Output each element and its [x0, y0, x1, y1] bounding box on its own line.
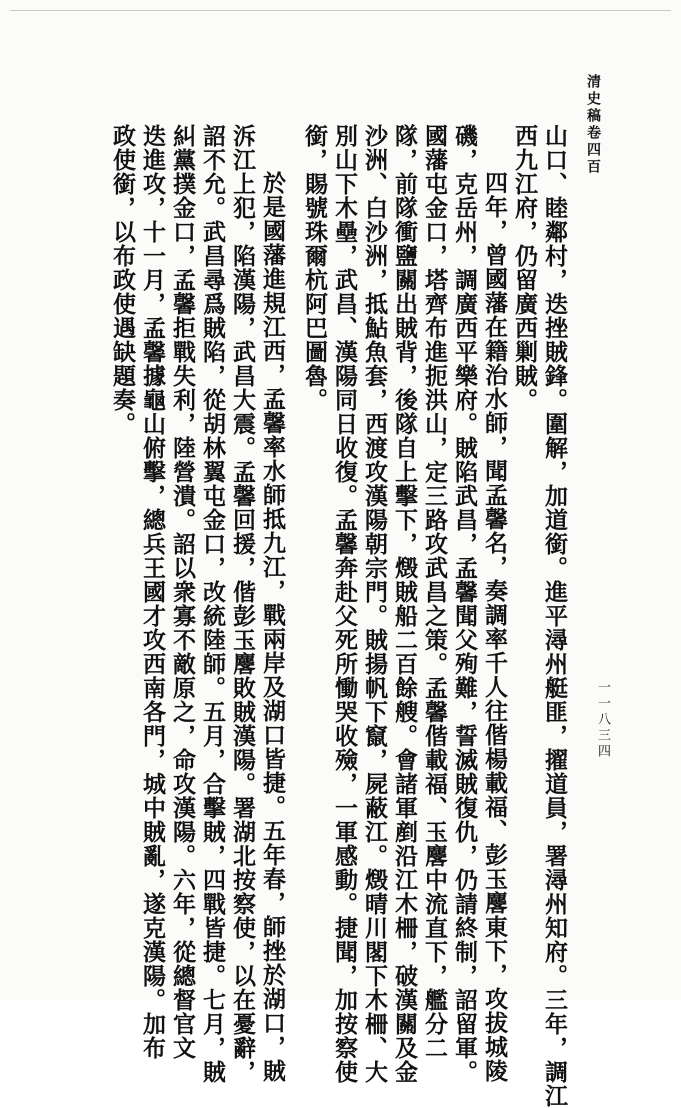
- text-column: 迭進攻，十一月，孟馨據龜山俯擊，總兵王國才攻西南各門，城中賊亂，遂克漢陽。加布: [139, 124, 166, 1060]
- text-column: 磯，克岳州，調廣西平樂府。賊陷武昌，孟馨聞父殉難，誓滅賊復仇，仍請終制，詔留軍。: [451, 124, 478, 1084]
- text-column: 四年，曾國藩在籍治水師，聞孟馨名，奏調率千人往偕楊載福、彭玉麐東下，攻拔城陵: [481, 171, 508, 1083]
- text-column: 於是國藩進規江西，孟馨率水師抵九江，戰兩岸及湖口皆捷。五年春，師挫於湖口，賊: [259, 171, 286, 1083]
- top-border-line: [10, 10, 671, 11]
- text-column: 隊，前隊衝鹽關出賊背，後隊自上擊下，燬賊船二百餘艘。會諸軍剷沿江木柵，破漢關及金: [391, 124, 418, 1084]
- text-column: 泝江上犯，陷漢陽，武昌大震。孟馨回援，偕彭玉麐敗賊漢陽。署湖北按察使，以在憂辭，: [229, 124, 256, 1084]
- text-column: 西九江府，仍留廣西剿賊。: [511, 124, 538, 412]
- text-column: 銜，賜號珠爾杭阿巴圖魯。: [301, 124, 328, 412]
- text-column: 糾黨撲金口，孟馨拒戰失利，陸營潰。詔以衆寡不敵原之，命攻漢陽。六年，從總督官文: [169, 124, 196, 1060]
- book-title-header: 清史稿卷四百: [585, 74, 601, 176]
- text-column: 詔不允。武昌尋爲賊陷，從胡林翼屯金口，改統陸師。五月，合擊賊，四戰皆捷。七月，賊: [199, 124, 226, 1084]
- text-column: 國藩屯金口，塔齊布進扼洪山，定三路攻武昌之策。孟馨偕載福、玉麐中流直下，艦分二: [421, 124, 448, 1060]
- text-column: 沙洲、白沙洲，抵鮎魚套，西渡攻漢陽朝宗門。賊揚帆下竄，屍蔽江。燬晴川閣下木柵、大: [361, 124, 388, 1084]
- page-number: 一一八三四: [595, 680, 610, 760]
- text-column: 政使銜，以布政使遇缺題奏。: [109, 124, 136, 436]
- text-column: 山口、睦鄰村，迭挫賊鋒。圍解，加道銜。進平潯州艇匪，擢道員，署潯州知府。三年，調江: [541, 124, 568, 1108]
- text-column: 別山下木壘，武昌、漢陽同日收復。孟馨奔赴父死所慟哭收殮，一軍感動。捷聞，加按察使: [331, 124, 358, 1084]
